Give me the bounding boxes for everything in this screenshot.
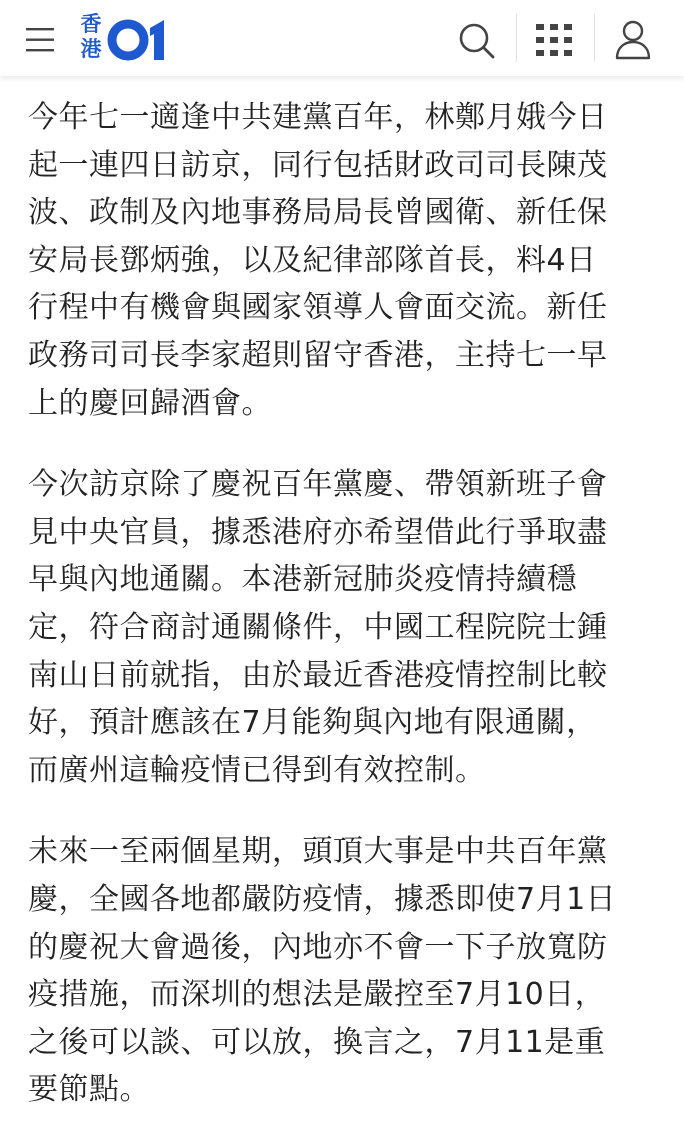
logo-text <box>78 12 104 62</box>
hk01-logo[interactable] <box>78 12 178 66</box>
logo-char-xiang: 香 <box>80 12 102 36</box>
apps-grid-button[interactable] <box>533 20 575 60</box>
hamburger-menu-icon <box>22 22 62 58</box>
article-paragraph: 今次訪京除了慶祝百年黨慶、帶領新班子會 見中央官員，據悉港府亦希望借此行爭取盡 早與內地通關。本港新冠肺炎疫情持續穩 定，符合商討通關條件，中國工程院院士鍾 南山日前就指，由於最近香港疫情控制比較 好，預計應該在7月能夠與內地有限通關， 而廣州這輪疫情已得到有效控制。 <box>28 467 608 788</box>
search-icon <box>455 20 499 60</box>
top-navigation-bar <box>0 0 684 76</box>
header-divider <box>516 14 517 62</box>
article-body <box>28 94 658 1148</box>
user-profile-icon <box>611 18 655 62</box>
logo-char-gang: 港 <box>80 37 102 61</box>
grid-apps-icon <box>533 20 575 60</box>
user-profile-button[interactable] <box>611 18 655 62</box>
logo-01-mark <box>106 18 174 62</box>
header-divider <box>594 14 595 62</box>
menu-button[interactable] <box>22 22 62 58</box>
article-paragraph: 未來一至兩個星期，頭頂大事是中共百年黨 慶，全國各地都嚴防疫情，據悉即使7月1日 的慶祝大會過後，內地亦不會一下子放寬防 疫措施，而深圳的想法是嚴控至7月10日， 之後可以談、可以放，換言之，7月11是重 要節點。 <box>28 834 617 1108</box>
search-button[interactable] <box>455 20 499 60</box>
article-paragraph: 今年七一適逢中共建黨百年，林鄭月娥今日 起一連四日訪京，同行包括財政司司長陳茂 波、政制及內地事務局局長曾國衛、新任保 安局長鄧炳強，以及紀律部隊首長，料4日 行程中有機會與國家領導人會面交流。新任 政務司司長李家超則留守香港，主持七一早 上的慶回歸酒會。 <box>28 100 608 421</box>
